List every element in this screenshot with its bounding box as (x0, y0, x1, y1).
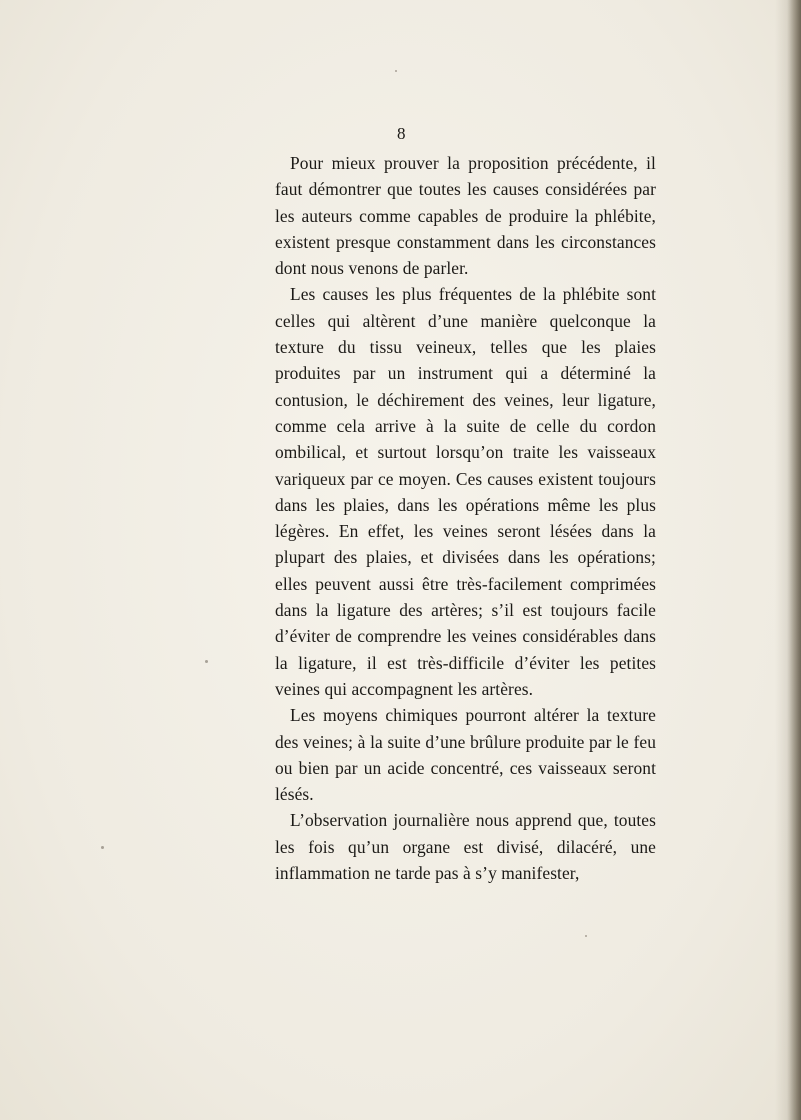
page-edge-shadow (787, 0, 801, 1120)
paper-speck (585, 935, 587, 937)
paper-speck (205, 660, 208, 663)
body-text (275, 150, 656, 886)
paper-speck (101, 846, 104, 849)
paragraph-2: Les causes les plus fréquentes de la phlébite sont celles qui altèrent d’une manière quelconque la texture du tissu veineux, telles que les plaies produites par un instrument qui a déterminé la contusion, le déchirement des veines, leur ligature, comme cela arrive à la suite de celle du cordon ombilical, et surtout lorsqu’on traite les vaisseaux variqueux par ce moyen. Ces causes existent toujours dans les plaies, dans les opérations même les plus légères. En effet, les veines seront lésées dans la plupart des plaies, et divisées dans les opérations; elles peuvent aussi être très-facilement comprimées dans la ligature des artères; s’il est toujours facile d’éviter de comprendre les veines considérables dans la ligature, il est très-difficile d’éviter les petites veines qui accompagnent les artères. (275, 284, 656, 699)
paragraph-4: L’observation journalière nous apprend que, toutes les fois qu’un organe est divisé, dilacéré, une inflammation ne tarde pas à s’y manifester, (275, 810, 656, 884)
paragraph-1: Pour mieux prouver la proposition précédente, il faut démontrer que toutes les causes considérées par les auteurs comme capables de produire la phlébite, existent presque constamment dans les circonstances dont nous venons de parler. (275, 153, 656, 279)
paragraph-3: Les moyens chimiques pourront altérer la texture des veines; à la suite d’une brûlure produite par le feu ou bien par un acide concentré, ces vaisseaux seront lésés. (275, 705, 656, 805)
page-number: 8 (397, 124, 406, 143)
paper-speck (395, 70, 397, 72)
